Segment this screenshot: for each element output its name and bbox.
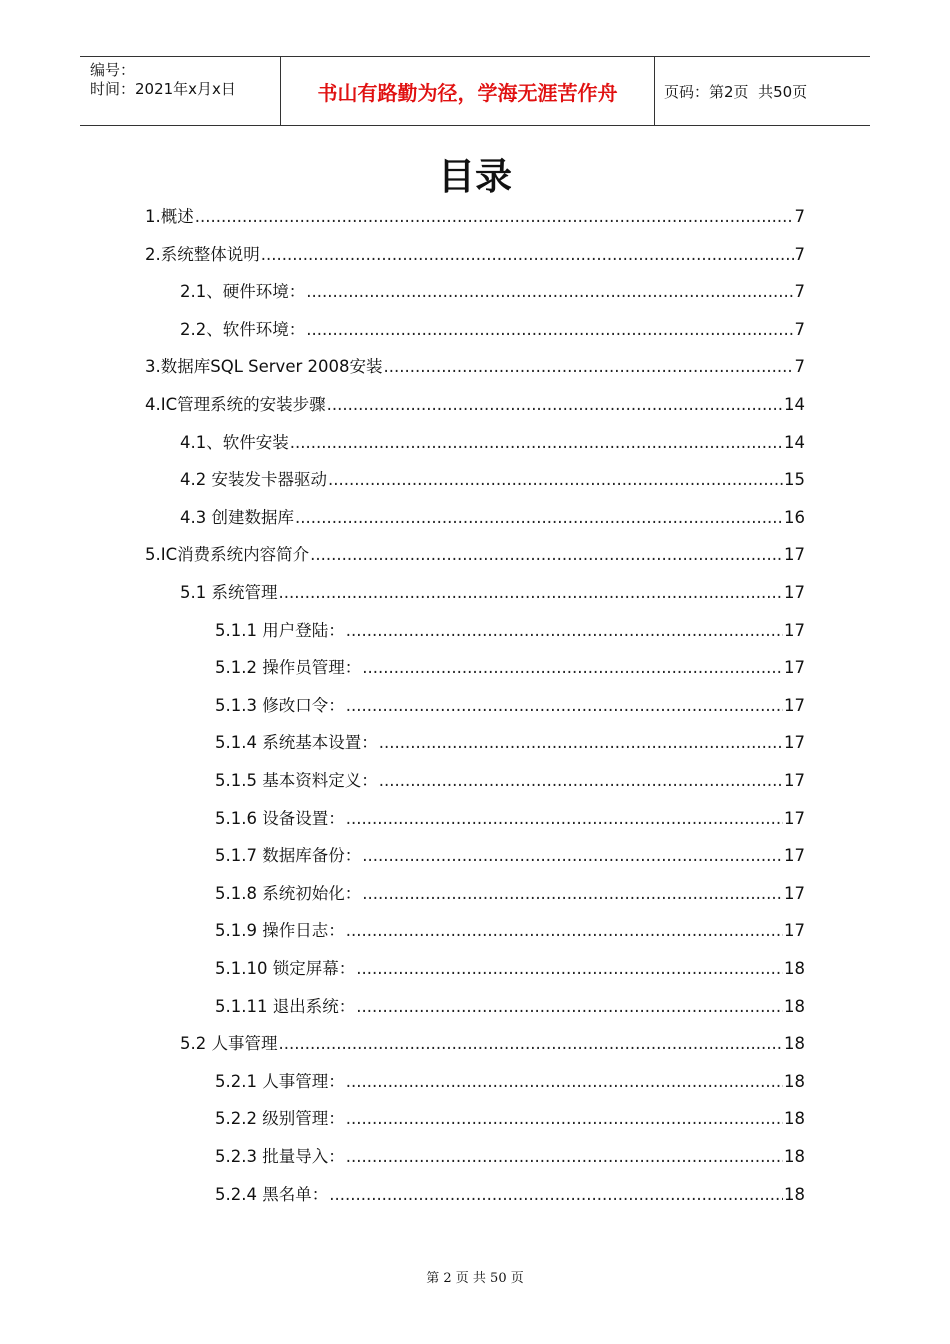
- toc-entry-page: 18: [784, 1184, 805, 1204]
- toc-leader-dots: [356, 954, 783, 984]
- toc-leader-dots: [306, 315, 793, 345]
- page-title: 目录: [438, 155, 512, 198]
- toc-leader-dots: [346, 616, 783, 646]
- toc-leader-dots: [362, 653, 783, 683]
- toc-entry-page: 18: [784, 1147, 805, 1166]
- toc-entry[interactable]: [215, 1104, 805, 1134]
- toc-leader-dots: [346, 804, 783, 834]
- toc-entry[interactable]: [215, 954, 805, 984]
- toc-leader-dots: [310, 540, 783, 570]
- toc-entry-page: 18: [784, 1109, 805, 1129]
- toc-entry[interactable]: [215, 1142, 805, 1172]
- toc-leader-dots: [379, 766, 783, 796]
- toc-entry[interactable]: [145, 540, 805, 570]
- toc-entry[interactable]: [215, 691, 805, 721]
- toc-leader-dots: [295, 503, 783, 533]
- toc-entry[interactable]: [215, 992, 805, 1022]
- toc-entry-page: 17: [784, 620, 805, 640]
- toc-leader-dots: [362, 841, 783, 871]
- toc-entry[interactable]: [215, 653, 805, 683]
- toc-entry[interactable]: [180, 277, 805, 307]
- toc-entry-page: 17: [784, 545, 805, 565]
- toc-leader-dots: [346, 1067, 783, 1097]
- toc-leader-dots: [346, 916, 783, 946]
- page-header: [80, 56, 870, 126]
- header-meta: [80, 57, 281, 125]
- toc-leader-dots: [261, 240, 794, 270]
- toc-entry-label: 4.2 安装发卡器驱动: [180, 470, 327, 490]
- toc-leader-dots: [362, 879, 783, 909]
- toc-entry-label: 5.2.4 黑名单：: [215, 1184, 329, 1204]
- toc-entry[interactable]: [180, 428, 805, 458]
- toc-entry-page: 14: [784, 432, 805, 452]
- toc-entry-page: 18: [784, 1034, 805, 1054]
- toc-leader-dots: [279, 578, 784, 608]
- toc-entry[interactable]: [215, 841, 805, 871]
- toc-entry-page: 17: [784, 771, 805, 790]
- toc-entry-label: 3.数据库SQL Server 2008安装: [145, 357, 383, 377]
- toc-entry-page: 16: [784, 507, 805, 527]
- toc-entry-label: 5.2.2 级别管理：: [215, 1109, 345, 1129]
- toc-entry-page: 17: [784, 883, 805, 903]
- toc-entry-page: 17: [784, 733, 805, 753]
- toc-entry-label: 2.系统整体说明: [145, 244, 260, 264]
- toc-entry-page: 17: [784, 808, 805, 828]
- toc-entry[interactable]: [145, 240, 805, 270]
- toc-entry-label: 4.3 创建数据库: [180, 507, 294, 527]
- toc-entry[interactable]: [180, 465, 805, 495]
- toc-entry[interactable]: [215, 766, 805, 796]
- toc-entry-label: 5.1.1 用户登陆：: [215, 620, 345, 640]
- toc-entry-page: 7: [794, 244, 805, 264]
- toc-entry-page: 17: [784, 846, 805, 866]
- toc-leader-dots: [356, 992, 783, 1022]
- toc-entry-page: 18: [784, 959, 805, 978]
- document-number-label: 编号：: [90, 61, 136, 79]
- toc-entry-page: 18: [784, 996, 805, 1016]
- toc-entry[interactable]: [215, 916, 805, 946]
- toc-leader-dots: [346, 1104, 783, 1134]
- toc-entry-page: 7: [794, 282, 805, 302]
- toc-entry-label: 1.概述: [145, 207, 194, 226]
- page-footer: 第 2 页 共 50 页: [426, 1271, 524, 1286]
- toc-entry-page: 7: [794, 357, 805, 377]
- toc-entry-page: 7: [794, 319, 805, 339]
- toc-entry[interactable]: [180, 503, 805, 533]
- toc-entry-label: 5.1.5 基本资料定义：: [215, 771, 378, 790]
- toc-entry-label: 5.1.10 锁定屏幕：: [215, 959, 356, 978]
- toc-leader-dots: [379, 728, 783, 758]
- toc-leader-dots: [346, 1142, 783, 1172]
- toc-entry-page: 18: [784, 1071, 805, 1091]
- toc-leader-dots: [328, 465, 783, 495]
- toc-entry[interactable]: [215, 728, 805, 758]
- toc-entry-page: 7: [794, 207, 805, 226]
- toc-entry[interactable]: [215, 1067, 805, 1097]
- toc-leader-dots: [306, 277, 793, 307]
- toc-entry-label: 5.2.3 批量导入：: [215, 1147, 345, 1166]
- toc-entry-label: 5.1.7 数据库备份：: [215, 846, 362, 866]
- toc-entry-label: 5.IC消费系统内容简介: [145, 545, 310, 565]
- toc-entry-page: 15: [784, 470, 805, 490]
- toc-leader-dots: [279, 1029, 784, 1059]
- toc-entry[interactable]: [180, 578, 805, 608]
- toc-entry-label: 5.1.8 系统初始化：: [215, 883, 362, 903]
- toc-entry-label: 5.1.11 退出系统：: [215, 996, 356, 1016]
- toc-leader-dots: [327, 390, 783, 420]
- toc-entry-page: 17: [784, 583, 805, 602]
- toc-entry-label: 4.1、软件安装: [180, 432, 289, 452]
- toc-entry-label: 5.2 人事管理: [180, 1034, 278, 1054]
- toc-entry-label: 5.2.1 人事管理：: [215, 1071, 345, 1091]
- toc-leader-dots: [329, 1180, 783, 1210]
- toc-entry-label: 5.1.3 修改口令：: [215, 695, 345, 715]
- toc-entry[interactable]: [215, 879, 805, 909]
- toc-entry-label: 4.IC管理系统的安装步骤: [145, 395, 326, 414]
- toc-entry-page: 17: [784, 921, 805, 941]
- toc-entry[interactable]: [215, 1180, 805, 1210]
- toc-entry-page: 14: [784, 395, 805, 414]
- toc-leader-dots: [384, 352, 794, 382]
- toc-entry[interactable]: [145, 202, 805, 232]
- document-time-label: 时间：2021年x月x日: [90, 80, 236, 98]
- header-motto: 书山有路勤为径，学海无涯苦作舟: [281, 57, 655, 125]
- toc-entry[interactable]: [180, 1029, 805, 1059]
- toc-entry-page: 17: [784, 695, 805, 715]
- toc-entry[interactable]: [145, 390, 805, 420]
- toc-entry[interactable]: [145, 352, 805, 382]
- toc-entry-label: 2.2、软件环境：: [180, 319, 306, 339]
- toc-entry[interactable]: [215, 616, 805, 646]
- toc-entry-label: 5.1.4 系统基本设置：: [215, 733, 378, 753]
- toc-entry[interactable]: [180, 315, 805, 345]
- toc-entry-label: 5.1.6 设备设置：: [215, 808, 345, 828]
- toc-entry-label: 5.1.9 操作日志：: [215, 921, 345, 941]
- toc-entry-page: 17: [784, 658, 805, 678]
- toc-leader-dots: [195, 202, 794, 232]
- toc-entry[interactable]: [215, 804, 805, 834]
- toc-entry-label: 5.1.2 操作员管理：: [215, 658, 362, 678]
- toc-entry-label: 5.1 系统管理: [180, 583, 278, 602]
- toc-leader-dots: [290, 428, 783, 458]
- header-page-info: 页码：第2页 共50页: [664, 82, 808, 101]
- toc-entry-label: 2.1、硬件环境：: [180, 282, 306, 302]
- toc-leader-dots: [346, 691, 783, 721]
